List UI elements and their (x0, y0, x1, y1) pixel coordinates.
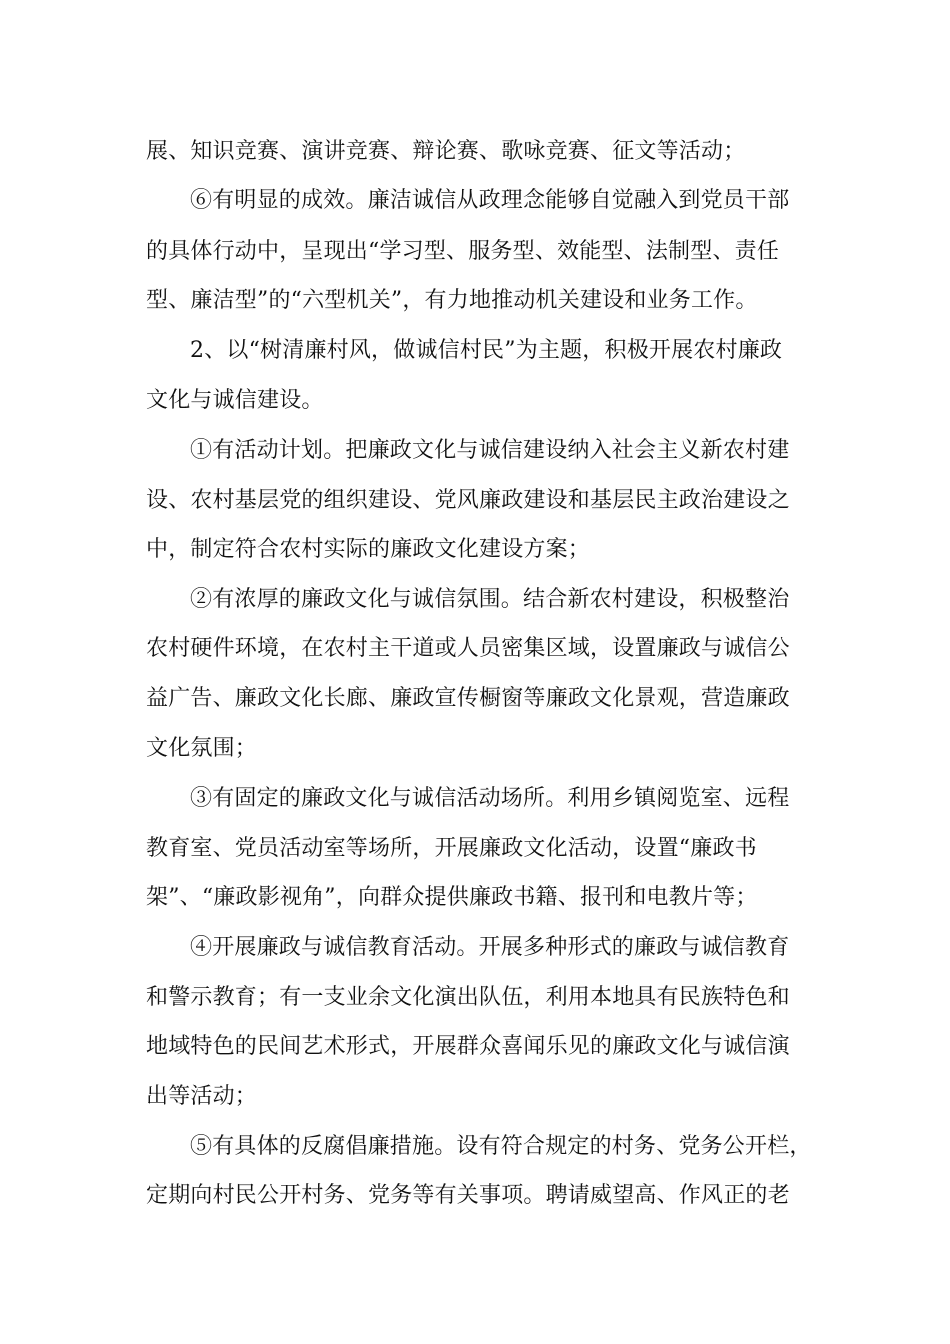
text-line: 出等活动； (146, 1084, 258, 1109)
text-line: ④开展廉政与诚信教育活动。开展多种形式的廉政与诚信教育 (190, 935, 790, 960)
text-line: 农村硬件环境，在农村主干道或人员密集区域，设置廉政与诚信公 (146, 636, 790, 661)
text-line: ③有固定的廉政文化与诚信活动场所。利用乡镇阅览室、远程 (190, 786, 790, 811)
text-line: 地域特色的民间艺术形式，开展群众喜闻乐见的廉政文化与诚信演 (146, 1034, 790, 1059)
text-line: 文化与诚信建设。 (146, 388, 324, 413)
text-line: 定期向村民公开村务、党务等有关事项。聘请威望高、作风正的老 (146, 1183, 790, 1208)
text-line: ⑤有具体的反腐倡廉措施。设有符合规定的村务、党务公开栏， (190, 1134, 812, 1159)
text-line: ②有浓厚的廉政文化与诚信氛围。结合新农村建设，积极整治 (190, 587, 790, 612)
text-line: 和警示教育；有一支业余文化演出队伍，利用本地具有民族特色和 (146, 985, 790, 1010)
text-line: 中，制定符合农村实际的廉政文化建设方案； (146, 537, 591, 562)
text-line: 教育室、党员活动室等场所，开展廉政文化活动，设置“廉政书 (146, 836, 757, 861)
text-line: 架”、“廉政影视角”，向群众提供廉政书籍、报刊和电教片等； (146, 885, 758, 910)
text-line: 的具体行动中，呈现出“学习型、服务型、效能型、法制型、责任 (146, 239, 780, 264)
text-line: ①有活动计划。把廉政文化与诚信建设纳入社会主义新农村建 (190, 438, 790, 463)
text-line: ⑥有明显的成效。廉洁诚信从政理念能够自觉融入到党员干部 (190, 188, 790, 213)
text-line: 益广告、廉政文化长廊、廉政宣传橱窗等廉政文化景观，营造廉政 (146, 686, 790, 711)
text-line: 型、廉洁型”的“六型机关”，有力地推动机关建设和业务工作。 (146, 288, 758, 313)
text-line: 文化氛围； (146, 736, 258, 761)
text-line: 2、以“树清廉村风，做诚信村民”为主题，积极开展农村廉政 (190, 338, 783, 363)
text-line: 设、农村基层党的组织建设、党风廉政建设和基层民主政治建设之 (146, 488, 790, 513)
text-line: 展、知识竞赛、演讲竞赛、辩论赛、歌咏竞赛、征文等活动； (146, 139, 746, 164)
